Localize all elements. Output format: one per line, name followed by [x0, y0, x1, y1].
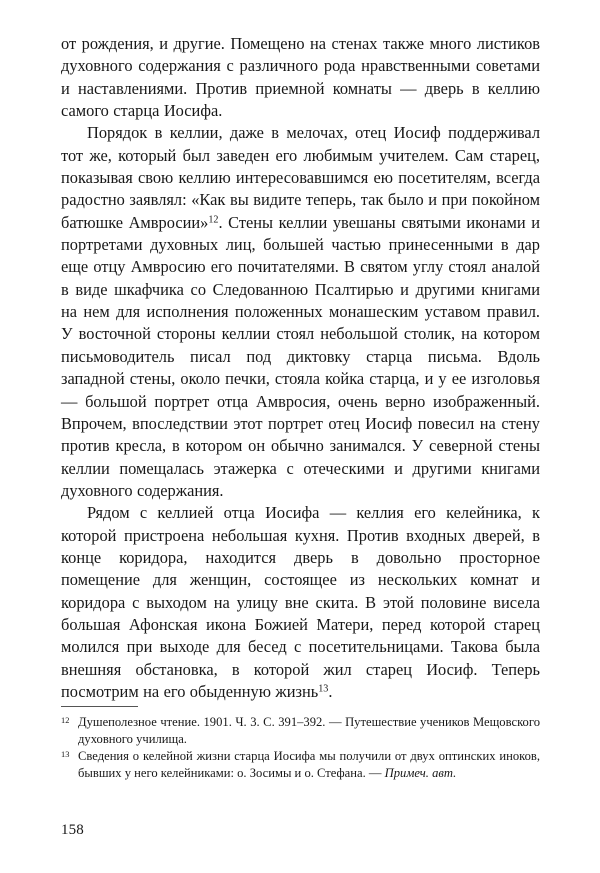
footnote-text-13-attribution: Примеч. авт.	[384, 765, 457, 780]
footnote-text-12-main: Душеполезное чтение. 1901. Ч. 3. С. 391–392. — Путешествие учеников Мещовского духовного училища.	[78, 715, 540, 746]
footnote-reference-12[interactable]: 12	[208, 214, 219, 226]
footnotes-section	[61, 706, 540, 782]
footnote-text-13-main: Сведения о келейной жизни старца Иосифа мы получили от двух оптинских иноков, бывших у него келейниками: о. Зосимы и о. Стефана. —	[78, 749, 540, 780]
footnote-marker-13: 13	[61, 750, 70, 759]
body-text-block	[61, 33, 540, 703]
footnote-text-12	[78, 714, 540, 747]
footnote-separator-rule	[61, 706, 138, 707]
footnote-item-13	[61, 748, 540, 781]
footnote-marker-12: 12	[61, 716, 70, 725]
paragraph-2	[61, 122, 540, 502]
page-number: 158	[61, 822, 84, 838]
footnote-item-12	[61, 714, 540, 747]
paragraph-1: от рождения, и другие. Помещено на стенах также много листиков духовного содержания с различного рода нравственными советами и наставлениями. Против приемной комнаты — дверь в келлию самого старца Иосифа.	[61, 34, 540, 121]
paragraph-2-text-after-note: . Стены келлии увешаны святыми иконами и портретами духовных лиц, большей частью принесенными в дар еще отцу Амвросию его почитателями. В святом углу стоял аналой в виде шкафчика со Следованною Псалтирью и другими книгами на нем для исполнения положенных монашеским уставом правил. У восточной стороны келлии стоял небольшой столик, на котором письмоводитель писал под диктовку старца письма. Вдоль западной стены, около печки, стояла койка старца, и у ее изголовья — большой портрет отца Амвросия, очень верно изображенный. Впрочем, впоследствии этот портрет отец Иосиф повесил на стену против кресла, в котором он обычно занимался. У северной стены келлии помещалась этажерка с отеческими и другими книгами духовного содержания.	[61, 212, 540, 500]
footnote-reference-13[interactable]: 13	[318, 683, 329, 695]
paragraph-2-text-before-note: Порядок в келлии, даже в мелочах, отец Иосиф поддерживал тот же, который был заведен его любимым учителем. Сам старец, показывая свою келлию интересовавшимся ею посетителям, всегда радостно заявлял: «Как вы видите теперь, так было и при покойном батюшке Амвросии»	[61, 123, 540, 232]
paragraph-3-text-before-note: Рядом с келлией отца Иосифа — келлия его келейника, к которой пристроена небольшая кухня. Против входных дверей, в конце коридора, находится дверь в довольно просторное помещение для женщин, состоящее из нескольких комнат и коридора с выходом на улицу вне скита. В этой половине висела большая Афонская икона Божией Матери, перед которой старец молился при выходе для бесед с посетительницами. Такова была внешняя обстановка, в которой жил старец Иосиф. Теперь посмотрим на его обыденную жизнь	[61, 503, 540, 701]
paragraph-3-text-after-note: .	[328, 681, 333, 701]
footnote-text-13	[78, 748, 540, 781]
paragraph-3	[61, 502, 540, 703]
